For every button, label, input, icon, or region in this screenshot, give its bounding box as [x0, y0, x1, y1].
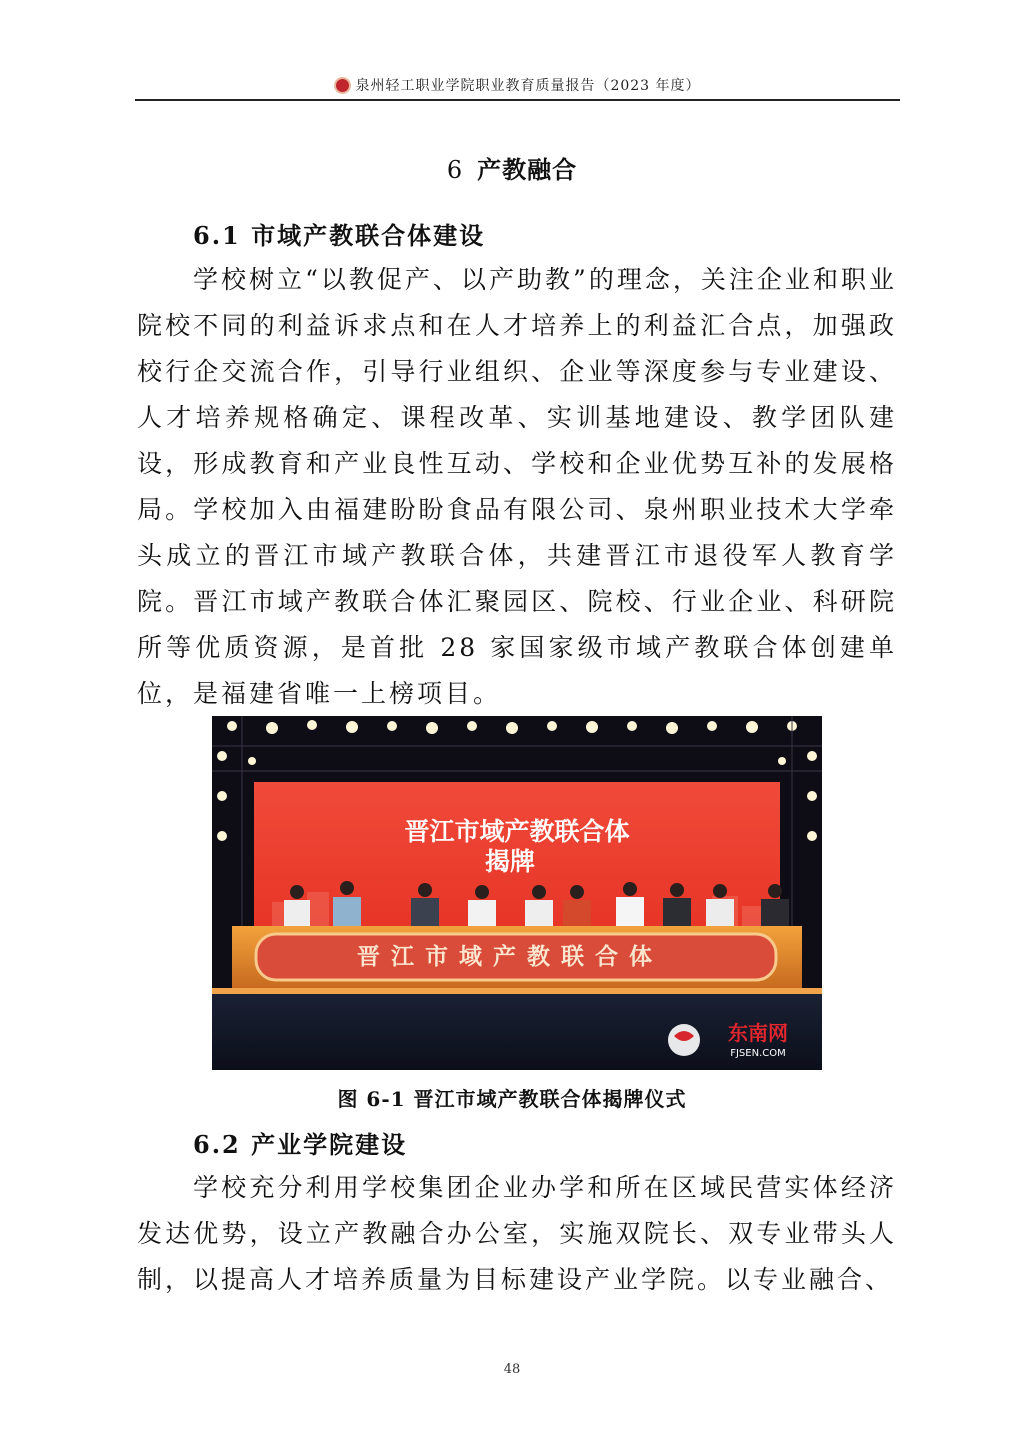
screen-title-line1: 晋江市域产教联合体: [404, 817, 630, 846]
header-title: 泉州轻工职业学院职业教育质量报告（2023 年度）: [355, 78, 701, 94]
ceremony-photo-drawing: [212, 716, 822, 1070]
screen-title-line2: 揭牌: [484, 847, 536, 876]
school-seal-icon: [334, 77, 351, 94]
section-6-2-title: 6.2 产业学院建设: [193, 1130, 408, 1159]
page-number: 48: [503, 1362, 521, 1377]
banner-text: 晋江市域产教联合体: [357, 944, 663, 970]
watermark-cn: 东南网: [728, 1021, 788, 1045]
watermark-en: FJSEN.COM: [730, 1048, 786, 1059]
page-header: [135, 72, 900, 98]
chapter-title: [0, 150, 1024, 185]
section-6-1-paragraph: 学校树立“以教促产、以产助教”的理念，关注企业和职业院校不同的利益诉求点和在人才培养上的利益汇合点，加强政校行企交流合作，引导行业组织、企业等深度参与专业建设、人才培养规格确定、课程改革、实训基地建设、教学团队建设，形成教育和产业良性互动、学校和企业优势互补的发展格局。学校加入由福建盼盼食品有限公司、泉州职业技术大学牵头成立的晋江市域产教联合体，共建晋江市退役军人教育学院。晋江市域产教联合体汇聚园区、院校、行业企业、科研院所等优质资源，是首批 28 家国家级市域产教联合体创建单位，是福建省唯一上榜项目。: [137, 265, 897, 708]
figure-caption: 图 6-1 晋江市域产教联合体揭牌仪式: [337, 1087, 687, 1111]
chapter-number: 6: [446, 156, 464, 184]
ceremony-photo: [212, 716, 822, 1070]
section-6-2-paragraph: 学校充分利用学校集团企业办学和所在区域民营实体经济发达优势，设立产教融合办公室，实施双院长、双专业带头人制，以提高人才培养质量为目标建设产业学院。以专业融合、: [137, 1173, 897, 1294]
chapter-name: 产教融合: [477, 155, 578, 184]
header-rule: [135, 99, 900, 101]
section-6-1-title: 6.1 市域产教联合体建设: [193, 221, 486, 250]
